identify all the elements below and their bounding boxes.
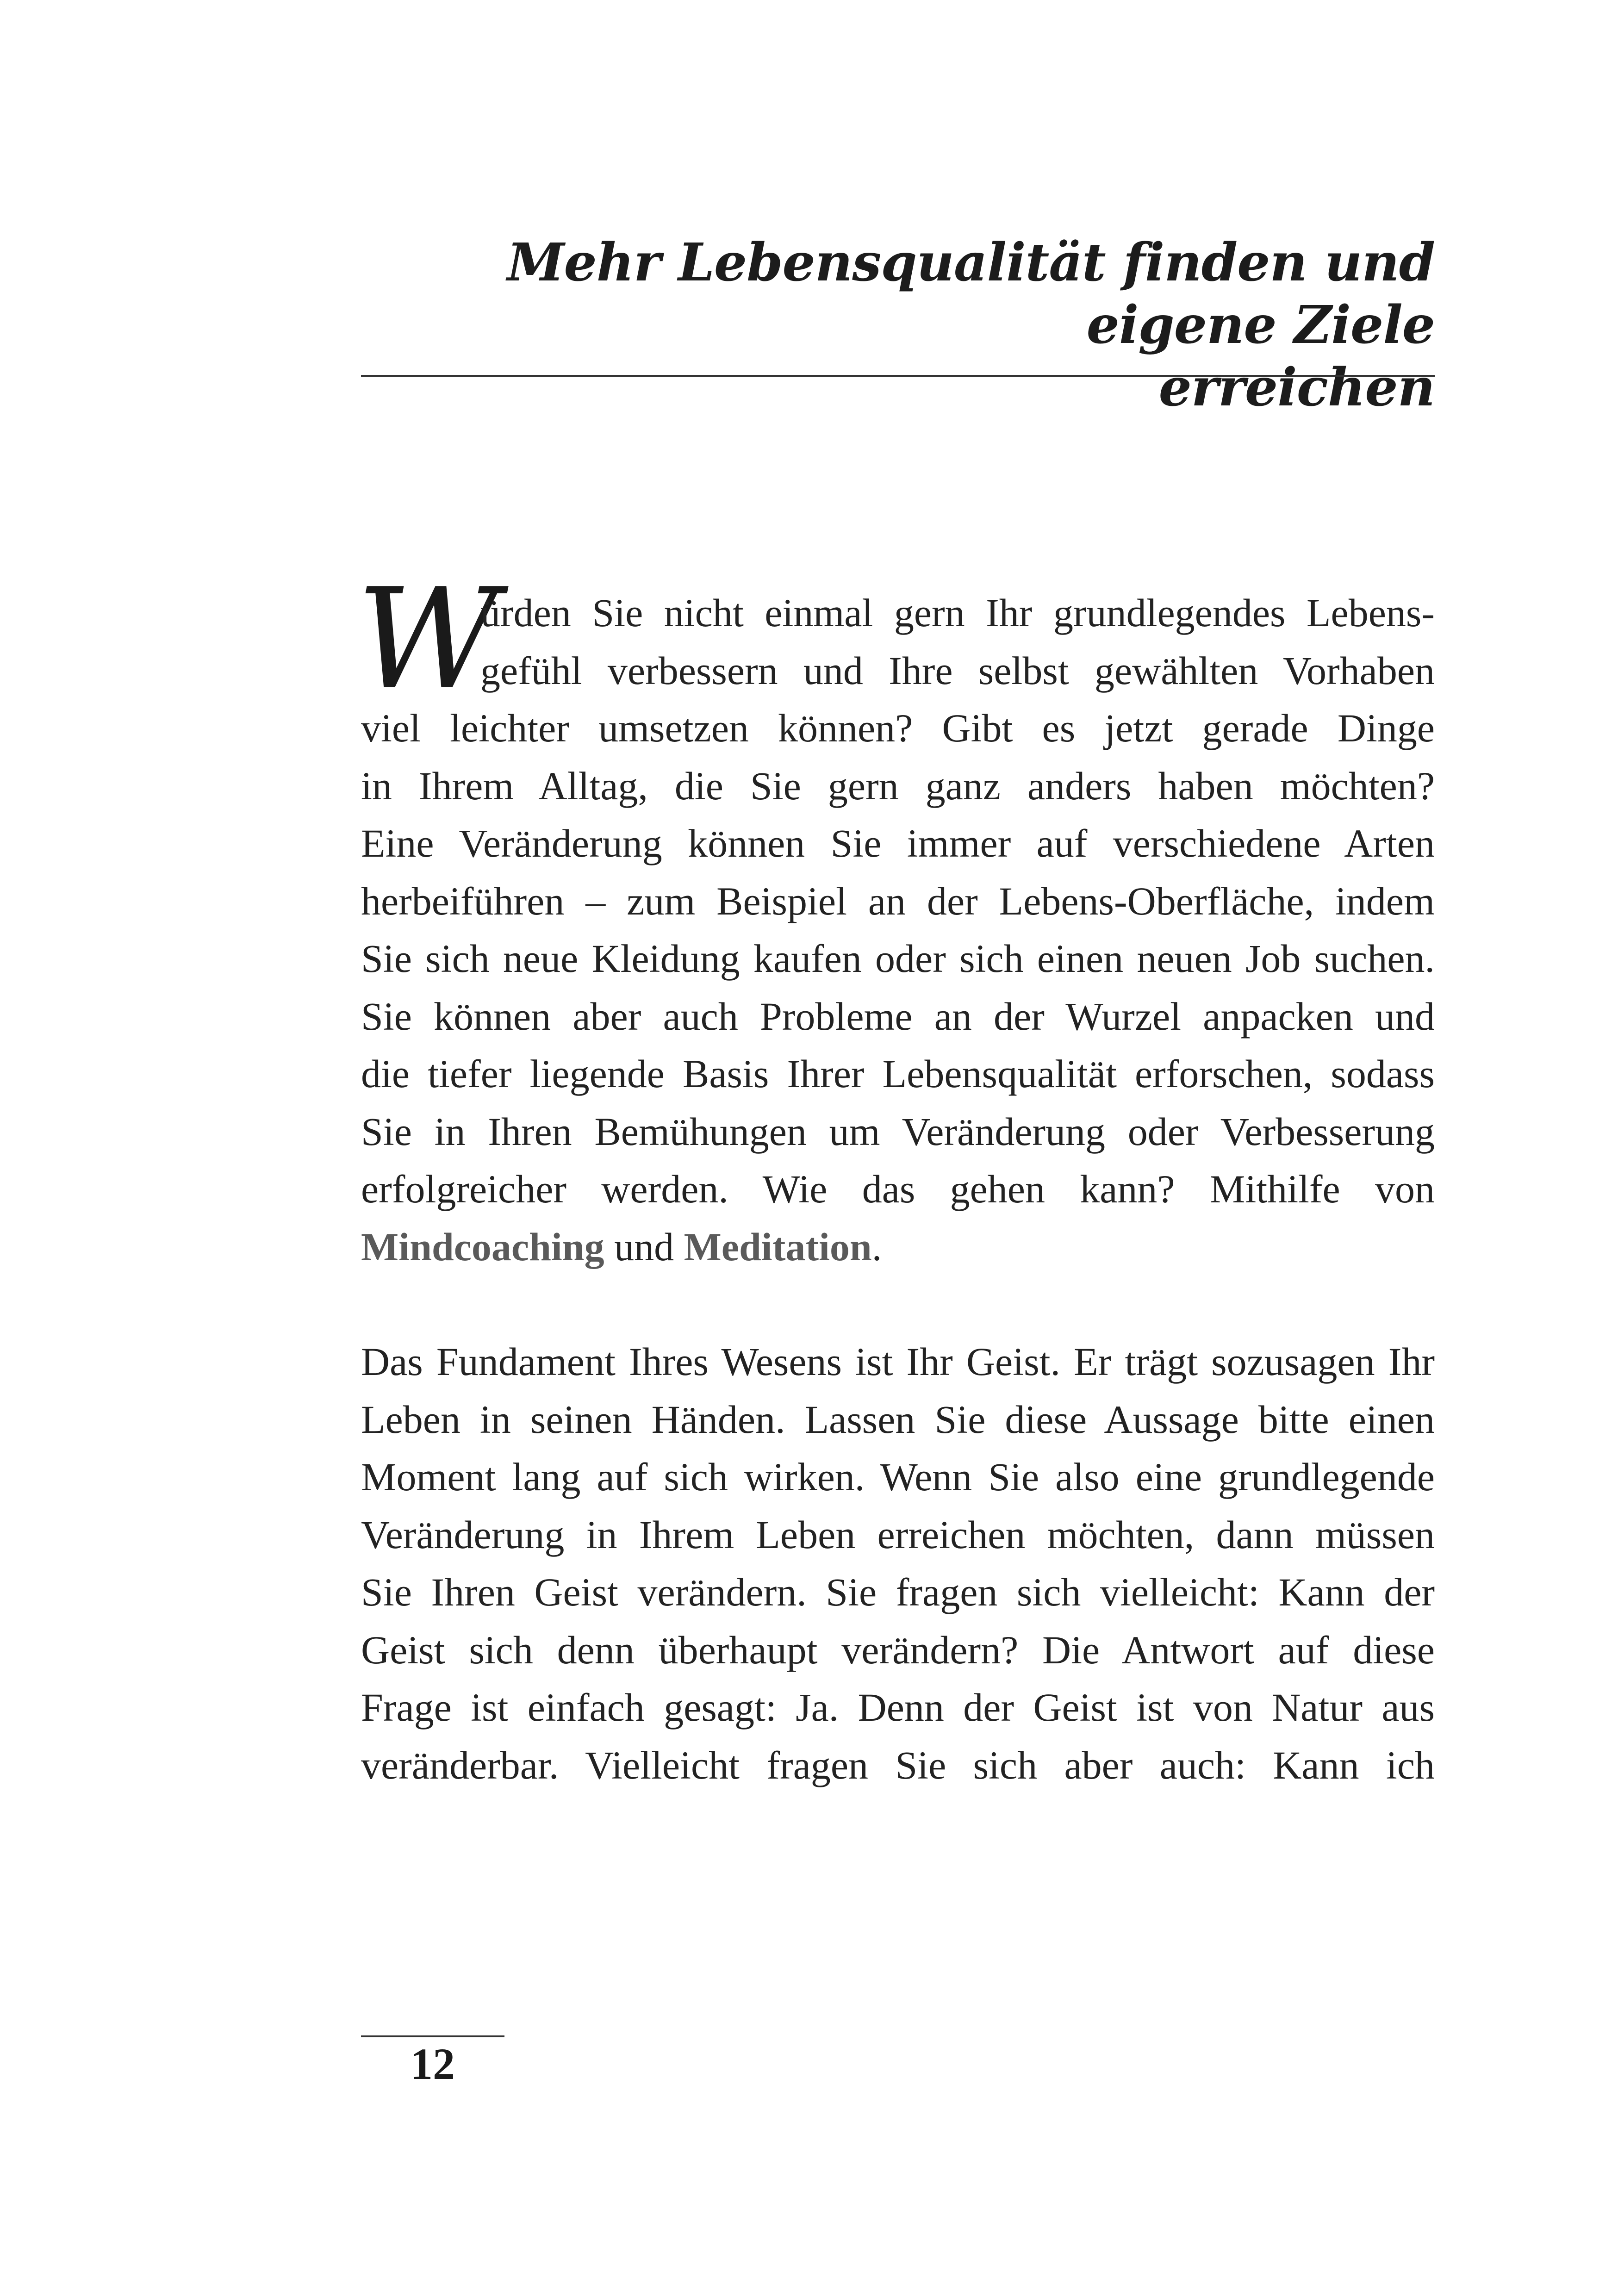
- drop-cap: W: [356, 559, 499, 720]
- paragraph-1-line: Sie in Ihren Bemühungen um Veränderung oder Verbesserung: [361, 1109, 1435, 1154]
- paragraph-1-line: Sie können aber auch Probleme an der Wurzel anpacken und: [361, 994, 1435, 1039]
- footer-divider: [361, 2035, 504, 2037]
- paragraph-2-line: Das Fundament Ihres Wesens ist Ihr Geist. Er trägt sozusagen Ihr: [361, 1339, 1435, 1384]
- sentence-end: .: [871, 1224, 882, 1269]
- paragraph-2-line: Sie Ihren Geist verändern. Sie fragen sich vielleicht: Kann der: [361, 1570, 1435, 1614]
- paragraph-2-line: Veränderung in Ihrem Leben erreichen möchten, dann müssen: [361, 1512, 1435, 1557]
- chapter-heading: [361, 231, 1435, 419]
- heading-divider: [361, 375, 1435, 377]
- paragraph-2-line: Geist sich denn überhaupt verändern? Die Antwort auf diese: [361, 1627, 1435, 1672]
- term-meditation: Meditation: [684, 1224, 872, 1269]
- paragraph-2-line: veränderbar. Vielleicht fragen Sie sich aber auch: Kann ich: [361, 1742, 1435, 1787]
- paragraph-1-line: in Ihrem Alltag, die Sie gern ganz anders haben möchten?: [361, 763, 1435, 808]
- paragraph-2-line: Leben in seinen Händen. Lassen Sie diese Aussage bitte einen: [361, 1397, 1435, 1442]
- paragraph-1: [361, 584, 1435, 1276]
- paragraph-1-line: ürden Sie nicht einmal gern Ihr grundlegendes Lebens-: [480, 591, 1435, 635]
- paragraph-1-line: Sie sich neue Kleidung kaufen oder sich einen neuen Job suchen.: [361, 936, 1435, 981]
- paragraph-1-line: gefühl verbessern und Ihre selbst gewählten Vorhaben: [480, 648, 1435, 693]
- paragraph-2-line: Frage ist einfach gesagt: Ja. Denn der Geist ist von Natur aus: [361, 1685, 1435, 1730]
- paragraph-1-line: die tiefer liegende Basis Ihrer Lebensqualität erforschen, sodass: [361, 1052, 1435, 1096]
- paragraph-1-line: viel leichter umsetzen können? Gibt es jetzt gerade Dinge: [361, 706, 1435, 750]
- paragraph-2-line: Moment lang auf sich wirken. Wenn Sie also eine grundlegende: [361, 1455, 1435, 1499]
- chapter-heading-line-2: erreichen: [1158, 357, 1435, 418]
- chapter-heading-line-1: Mehr Lebensqualität finden und eigene Ziele: [507, 232, 1435, 355]
- paragraph-1-line: erfolgreicher werden. Wie das gehen kann? Mithilfe von: [361, 1167, 1435, 1211]
- paragraph-2: [361, 1333, 1435, 1794]
- paragraph-1-last-line: [361, 1218, 1435, 1276]
- paragraph-1-line: Eine Veränderung können Sie immer auf verschiedene Arten: [361, 821, 1435, 865]
- connector-text: und: [604, 1224, 684, 1269]
- paragraph-1-line: herbeiführen – zum Beispiel an der Lebens-Oberfläche, indem: [361, 878, 1435, 923]
- page-number: 12: [411, 2039, 455, 2089]
- term-mindcoaching: Mindcoaching: [361, 1224, 604, 1269]
